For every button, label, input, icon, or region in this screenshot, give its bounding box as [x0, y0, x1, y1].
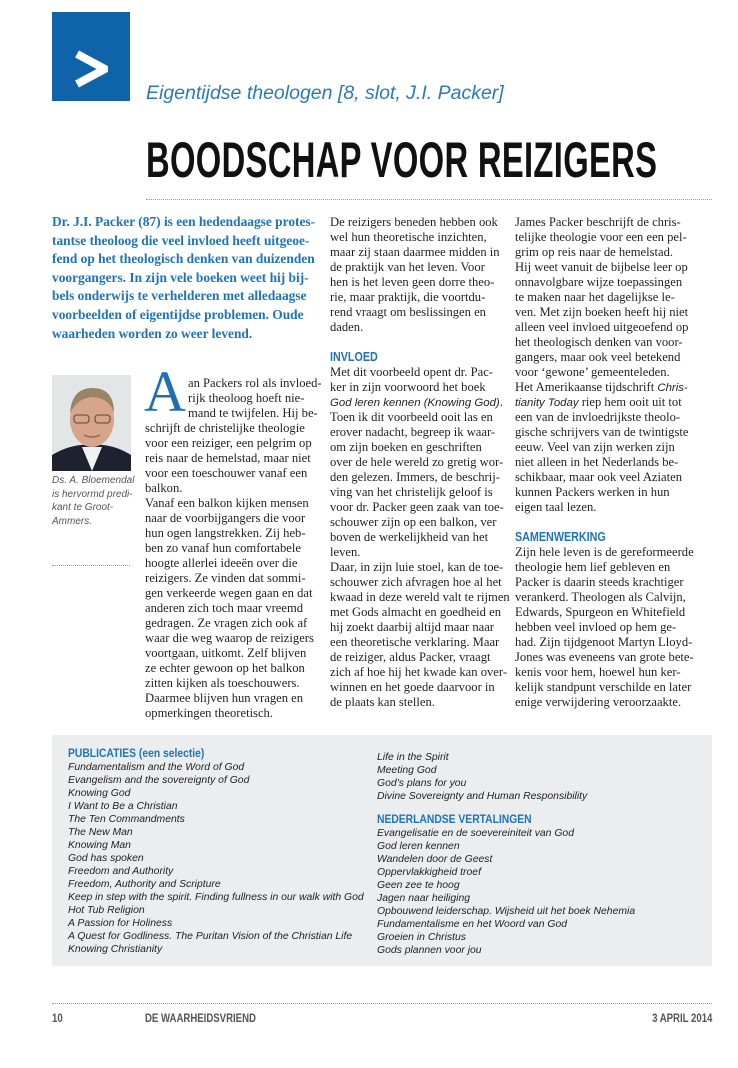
text-line: waar die weg waarop de reizigers	[145, 631, 314, 645]
text-line: voortgaan, uitkomt. Zelf blijven	[145, 646, 307, 660]
body-column-1	[145, 376, 322, 721]
text-line: an Packers rol als invloed-	[188, 376, 322, 390]
publication-item: God has spoken	[68, 853, 144, 864]
text-line: had. Zijn tijdgenoot Martyn Lloyd-	[515, 635, 693, 649]
text-line: de plaats kan stellen.	[330, 695, 435, 709]
text-line: gische schrijvers van de twintigste	[515, 425, 689, 439]
publications-list-left	[68, 747, 364, 956]
text-line: gangers, maar ook veel betekend	[515, 350, 681, 364]
translation-item: Geen zee te hoog	[377, 880, 460, 891]
section-heading: SAMENWERKING	[515, 530, 606, 544]
publication-item: The Ten Commandments	[68, 814, 185, 825]
text-line: erover nadacht, begreep ik waar-	[330, 425, 496, 439]
text-line: hun ogen langstrekken. Zij heb-	[145, 526, 306, 540]
text-segment: .	[499, 395, 503, 409]
text-line: schikbaar, maar ook veel Aziaten	[515, 470, 682, 484]
publication-item: Fundamentalism and the Word of God	[68, 762, 245, 773]
text-line: een theoretische verklaring. Maar	[330, 635, 500, 649]
section-heading: INVLOED	[330, 350, 378, 364]
lead-line: Dr. J.I. Packer (87) is een hedendaagse protes-	[52, 214, 316, 229]
text-line: kwaad in deze wereld valt te rijmen	[330, 590, 510, 604]
text-line: met Gods almacht en goedheid en	[330, 605, 502, 619]
lead-line: waarheden worden zo weer levend.	[52, 325, 253, 341]
text-line: boven de werkelijkheid van het	[330, 530, 489, 544]
italic-title: tianity Today	[515, 397, 579, 409]
publication-item: Life in the Spirit	[377, 752, 449, 763]
text-line: Daarmee blijven hun vragen en	[145, 691, 304, 705]
text-line: leven.	[330, 545, 361, 559]
text-line: rend vraagt om beslissingen en	[330, 305, 486, 319]
caption-divider	[52, 565, 130, 566]
text-line: gen verkeerde wegen gaan en dat	[145, 586, 313, 600]
text-line: alleen veel invloed uitgeoefend op	[515, 320, 689, 334]
text-line: ze echter gewoon op het balkon	[145, 661, 305, 675]
text-line: kelijk standpunt verschilde en later	[515, 680, 692, 694]
text-line: anderen zich toch maar vreemd	[145, 601, 304, 615]
translation-item: Opbouwend leiderschap. Wijsheid uit het boek Nehemia	[377, 906, 636, 917]
text-line: hebben veel invloed op hem ge-	[515, 620, 677, 634]
text-line: een van de invloedrijkste theolo-	[515, 410, 681, 424]
text-line: winnen en het goede daarvoor in	[330, 680, 495, 694]
publication-item: God’s plans for you	[377, 778, 467, 789]
translation-item: Evangelisatie en de soevereiniteit van God	[377, 828, 574, 839]
title-divider	[146, 199, 712, 200]
publication-item: Divine Sovereignty and Human Responsibility	[377, 791, 588, 802]
publication-item: Freedom and Authority	[68, 866, 174, 877]
italic-title: Chris-	[657, 382, 688, 394]
lead-line: voorgangers. In zijn vele boeken weet hij bij-	[52, 269, 309, 285]
body-column-2	[330, 215, 510, 710]
translation-item: Wandelen door de Geest	[377, 854, 493, 865]
text-line: voor een reiziger, een pelgrim op	[145, 436, 312, 450]
text-line: Daar, in zijn luie stoel, kan de toe-	[330, 560, 504, 574]
text-line: Edwards, Spurgeon en Whitefield	[515, 605, 686, 619]
footer-divider	[52, 1003, 712, 1004]
text-line: rie, maar praktijk, die voortdu-	[330, 290, 486, 304]
translation-item: Fundamentalisme en het Woord van God	[377, 919, 568, 930]
series-kicker: Eigentijdse theologen [8, slot, J.I. Packer]	[146, 82, 504, 104]
publication-item: Keep in step with the spirit. Finding fullness in our walk with God	[68, 892, 364, 903]
text-line: wel hun theoretische inzichten,	[330, 230, 487, 244]
translations-heading: NEDERLANDSE VERTALINGEN	[377, 812, 532, 826]
text-line: ben zo vanaf hun comfortabele	[145, 541, 301, 555]
publications-heading: PUBLICATIES (een selectie)	[68, 746, 205, 760]
translation-item: Jagen naar heiliging	[377, 893, 471, 904]
text-line: balkon.	[145, 481, 183, 495]
text-line: mand te twijfelen. Hij be-	[188, 406, 318, 420]
text-line	[515, 380, 713, 395]
text-line: schouwer zich afvragen hoe al het	[330, 575, 502, 589]
translation-item: Oppervlakkigheid troef	[377, 867, 481, 878]
text-line: zich af hoe hij het kwade kan over-	[330, 665, 508, 679]
text-line: Vanaf een balkon kijken mensen	[145, 496, 309, 510]
publication-item: Freedom, Authority and Scripture	[68, 879, 221, 890]
text-line: reizigers. Ze vinden dat sommi-	[145, 571, 306, 585]
caption-line: Ammers.	[52, 515, 92, 527]
text-line: hoogte allerlei ideeën over die	[145, 556, 298, 570]
text-line: naar de voorbijgangers die voor	[145, 511, 306, 525]
publication-item: Knowing Man	[68, 840, 131, 851]
chevron-right-icon	[74, 50, 108, 88]
text-line: voor dr. Packer geen zaak van toe-	[330, 500, 504, 514]
author-caption	[52, 474, 135, 528]
text-line: kenis voor hem, hoewel hun ker-	[515, 665, 681, 679]
publication-name: DE WAARHEIDSVRIEND	[145, 1011, 256, 1025]
section-logo	[52, 12, 130, 101]
publication-item: Knowing Christianity	[68, 944, 163, 955]
publication-item: Meeting God	[377, 765, 437, 776]
text-line: Jones was eveneens van grote bete-	[515, 650, 694, 664]
text-line	[515, 395, 713, 410]
text-line: opmerkingen theoretisch.	[145, 706, 273, 720]
lead-line: voorbeelden of eigentijdse problemen. Oude	[52, 306, 304, 322]
text-line: verankerd. Theologen als Calvijn,	[515, 590, 686, 604]
page-number: 10	[52, 1011, 63, 1025]
drop-cap: A	[144, 359, 186, 424]
text-line: Hij weet vanuit de bijbelse leer op	[515, 260, 688, 274]
publication-item: Hot Tub Religion	[68, 905, 145, 916]
text-line: Packer is daarin steeds krachtiger	[515, 575, 684, 589]
text-line: hen is het leven geen dorre theo-	[330, 275, 495, 289]
text-line: enige verwijdering veroorzaakte.	[515, 695, 682, 709]
text-line: hij zoekt daarbij altijd maar naar	[330, 620, 494, 634]
text-line: daden.	[330, 320, 364, 334]
text-line: eigen taal lezen.	[515, 500, 597, 514]
body-column-3	[515, 215, 713, 710]
text-line: schrijft de christelijke theologie	[145, 421, 305, 435]
text-line	[330, 395, 506, 410]
text-line: telijke theologie voor een een pel-	[515, 230, 687, 244]
lead-line: bels onderwijs te verhelderen met alledaagse	[52, 288, 307, 304]
text-line: reis naar de hemelstad, maar niet	[145, 451, 311, 465]
translation-item: God leren kennen	[377, 841, 460, 852]
lead-line: fend op het theologisch denken van duizenden	[52, 251, 315, 267]
translation-item: Groeien in Christus	[377, 932, 466, 943]
text-line: zitten kijken als toeschouwers.	[145, 676, 300, 690]
translation-item: Gods plannen voor jou	[377, 945, 482, 956]
publication-item: A Passion for Holiness	[68, 918, 173, 929]
text-line: over de hele wereld zo gretig wor-	[330, 455, 504, 469]
text-line: ven. Met zijn boeken heeft hij niet	[515, 305, 689, 319]
text-line: maar zij staan daarmee midden in	[330, 245, 500, 259]
publications-list-right	[377, 751, 635, 957]
text-line: ker in zijn voorwoord het boek	[330, 380, 486, 394]
caption-line: is hervormd predi-	[52, 488, 133, 500]
text-line: het theologisch denken van voor-	[515, 335, 683, 349]
caption-line: kant te Groot-	[52, 502, 114, 513]
text-line: voor een toeschouwer vanaf een	[145, 466, 308, 480]
caption-line: Ds. A. Bloemendal	[52, 475, 135, 486]
text-line: kunnen Packers werken in hun	[515, 485, 670, 499]
lead-line: tantse theoloog die veel invloed heeft uitgeoe-	[52, 232, 310, 248]
text-line: Zijn hele leven is de gereformeerde	[515, 545, 694, 559]
author-photo	[52, 375, 131, 471]
text-line: onnavolgbare wijze toepassingen	[515, 275, 683, 289]
text-line: rijk theoloog hoeft nie-	[188, 391, 305, 405]
publication-item: I Want to Be a Christian	[68, 801, 178, 812]
text-line: om zijn boeken en geschriften	[330, 440, 482, 454]
text-line: ving van het christelijk geloof is	[330, 485, 493, 499]
text-line: de reiziger, aldus Packer, vraagt	[330, 650, 491, 664]
page-title: BOODSCHAP VOOR REIZIGERS	[146, 132, 658, 188]
text-line: Toen ik dit voorbeeld ooit las en	[330, 410, 493, 424]
text-line: den gelezen. Immers, de beschrij-	[330, 470, 500, 484]
text-line: grim op reis naar de hemelstad.	[515, 245, 674, 259]
publication-item: The New Man	[68, 827, 133, 838]
text-line: eeuw. Veel van zijn werken zijn	[515, 440, 675, 454]
text-line: De reizigers beneden hebben ook	[330, 215, 498, 229]
text-line: te maken naar het dagelijkse le-	[515, 290, 675, 304]
text-segment: Het Amerikaanse tijdschrift	[515, 380, 658, 394]
text-line: gedragen. Ze vragen zich ook af	[145, 616, 308, 630]
publication-item: Evangelism and the sovereignty of God	[68, 775, 250, 786]
italic-title: God leren kennen (Knowing God)	[330, 397, 500, 409]
publication-item: Knowing God	[68, 788, 131, 799]
text-segment: riep hem ooit uit tot	[578, 395, 682, 409]
text-line: de praktijk van het leven. Voor	[330, 260, 485, 274]
lead-paragraph	[52, 213, 314, 343]
text-line: schouwer zijn op een balkon, ver	[330, 515, 497, 529]
text-line: theologie hem lief gebleven en	[515, 560, 671, 574]
text-line: voor ‘gewone’ gemeenteleden.	[515, 365, 670, 379]
text-line: James Packer beschrijft de chris-	[515, 215, 681, 229]
text-line: niet alleen in het Nederlands be-	[515, 455, 679, 469]
text-line: Met dit voorbeeld opent dr. Pac-	[330, 365, 493, 379]
issue-date: 3 APRIL 2014	[651, 1011, 712, 1025]
publication-item: A Quest for Godliness. The Puritan Vision of the Christian Life	[68, 931, 353, 942]
